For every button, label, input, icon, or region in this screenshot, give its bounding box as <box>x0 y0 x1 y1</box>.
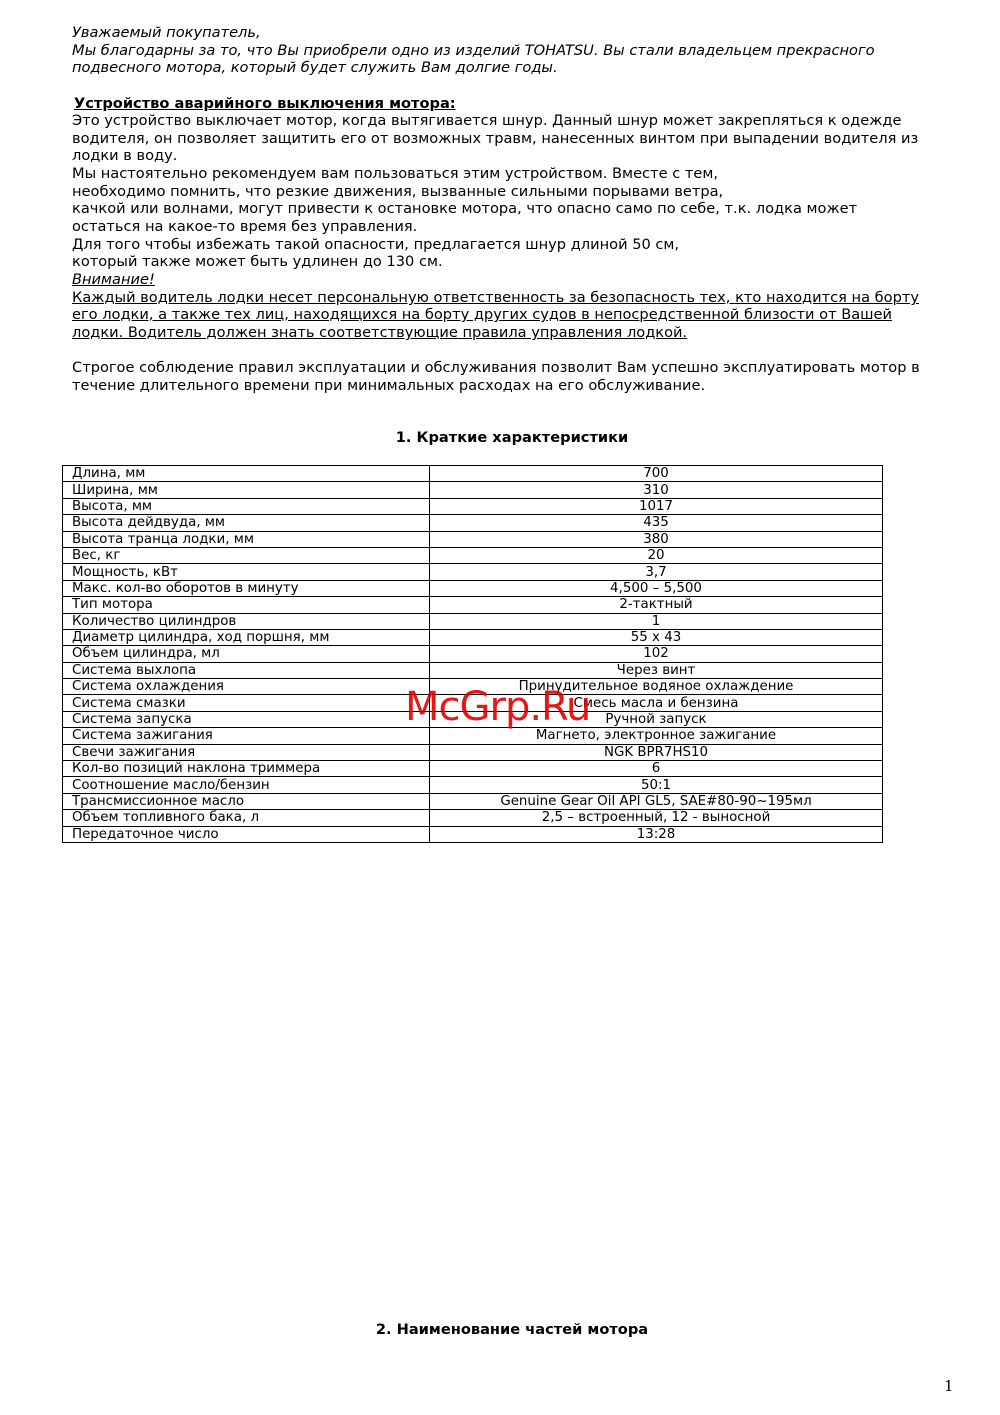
spec-value: 4,500 – 5,500 <box>430 580 883 596</box>
spec-value: 2-тактный <box>430 597 883 613</box>
specs-table <box>62 465 883 843</box>
spec-value: 380 <box>430 531 883 547</box>
spec-name: Передаточное число <box>63 826 430 842</box>
safety-line: Для того чтобы избежать такой опасности, предлагается шнур длиной 50 см, <box>72 236 680 253</box>
spec-value: 1 <box>430 613 883 629</box>
spec-value: 1017 <box>430 498 883 514</box>
spec-value: NGK BPR7HS10 <box>430 744 883 760</box>
table-row <box>63 547 883 563</box>
spec-value: 50:1 <box>430 777 883 793</box>
spec-name: Ширина, мм <box>63 482 430 498</box>
spec-name: Система запуска <box>63 711 430 727</box>
table-row <box>63 629 883 645</box>
spec-value: Через винт <box>430 662 883 678</box>
attention-label: Внимание! <box>72 271 155 288</box>
spec-value: 2,5 – встроенный, 12 - выносной <box>430 810 883 826</box>
safety-line: необходимо помнить, что резкие движения, вызванные сильными порывами ветра, <box>72 183 724 200</box>
safety-line: остаться на какое-то время без управления. <box>72 218 418 235</box>
safety-line: качкой или волнами, могут привести к остановке мотора, что опасно само по себе, т.к. лодка может <box>72 200 858 217</box>
table-row <box>63 826 883 842</box>
spec-name: Высота, мм <box>63 498 430 514</box>
spec-name: Система охлаждения <box>63 679 430 695</box>
spec-name: Тип мотора <box>63 597 430 613</box>
watermark: McGrp.Ru <box>405 684 591 730</box>
intro-line: подвесного мотора, который будет служить Вам долгие годы. <box>72 59 558 76</box>
spec-name: Длина, мм <box>63 466 430 482</box>
spec-name: Макс. кол-во оборотов в минуту <box>63 580 430 596</box>
table-row <box>63 728 883 744</box>
table-row <box>63 744 883 760</box>
spec-value: 310 <box>430 482 883 498</box>
spec-name: Количество цилиндров <box>63 613 430 629</box>
spec-value: 20 <box>430 547 883 563</box>
table-row <box>63 466 883 482</box>
spec-name: Объем цилиндра, мл <box>63 646 430 662</box>
table-row <box>63 597 883 613</box>
spec-value: Genuine Gear Oil API GL5, SAE#80-90~195мл <box>430 793 883 809</box>
table-row <box>63 810 883 826</box>
table-row <box>63 793 883 809</box>
table-row <box>63 564 883 580</box>
page-number: 1 <box>944 1377 954 1395</box>
section-1-title: 1. Краткие характеристики <box>395 429 629 446</box>
table-row <box>63 646 883 662</box>
spec-value: Смесь масла и бензина <box>430 695 883 711</box>
spec-value: 13:28 <box>430 826 883 842</box>
spec-value: 700 <box>430 466 883 482</box>
section-2-title: 2. Наименование частей мотора <box>375 1321 649 1338</box>
table-row <box>63 515 883 531</box>
spec-value: 102 <box>430 646 883 662</box>
spec-value: Принудительное водяное охлаждение <box>430 679 883 695</box>
table-row <box>63 482 883 498</box>
spec-name: Высота транца лодки, мм <box>63 531 430 547</box>
table-row <box>63 662 883 678</box>
safety-heading: Устройство аварийного выключения мотора: <box>74 95 456 112</box>
spec-value: 6 <box>430 761 883 777</box>
closing-line: Строгое соблюдение правил эксплуатации и обслуживания позволит Вам успешно эксплуатировать мотор в <box>72 359 920 376</box>
spec-name: Объем топливного бака, л <box>63 810 430 826</box>
greeting: Уважаемый покупатель, <box>72 24 261 41</box>
table-row <box>63 613 883 629</box>
spec-name: Диаметр цилиндра, ход поршня, мм <box>63 629 430 645</box>
table-row <box>63 580 883 596</box>
warning-line: лодки. Водитель должен знать соответствующие правила управления лодкой. <box>72 324 688 341</box>
safety-line: лодки в воду. <box>72 147 178 164</box>
spec-value: 3,7 <box>430 564 883 580</box>
spec-value: Магнето, электронное зажигание <box>430 728 883 744</box>
closing-line: течение длительного времени при минимальных расходах на его обслуживание. <box>72 377 706 394</box>
table-row <box>63 498 883 514</box>
spec-name: Соотношение масло/бензин <box>63 777 430 793</box>
spec-name: Трансмиссионное масло <box>63 793 430 809</box>
spec-name: Мощность, кВт <box>63 564 430 580</box>
spec-name: Система смазки <box>63 695 430 711</box>
table-row <box>63 761 883 777</box>
spec-value: 55 x 43 <box>430 629 883 645</box>
safety-line: водителя, он позволяет защитить его от возможных травм, нанесенных винтом при выпадении водителя из <box>72 130 919 147</box>
spec-name: Свечи зажигания <box>63 744 430 760</box>
intro-line: Мы благодарны за то, что Вы приобрели одно из изделий TOHATSU. Вы стали владельцем прекрасного <box>72 42 875 59</box>
table-row <box>63 777 883 793</box>
spec-name: Высота дейдвуда, мм <box>63 515 430 531</box>
spec-value: Ручной запуск <box>430 711 883 727</box>
spec-name: Система зажигания <box>63 728 430 744</box>
warning-line: Каждый водитель лодки несет персональную ответственность за безопасность тех, кто находится на борту <box>72 289 919 306</box>
safety-line: который также может быть удлинен до 130 см. <box>72 253 443 270</box>
spec-value: 435 <box>430 515 883 531</box>
safety-line: Мы настоятельно рекомендуем вам пользоваться этим устройством. Вместе с тем, <box>72 165 718 182</box>
safety-line: Это устройство выключает мотор, когда вытягивается шнур. Данный шнур может закрепляться к одежде <box>72 112 902 129</box>
warning-line: его лодки, а также тех лиц, находящихся на борту других судов в непосредственной близости от Вашей <box>72 306 892 323</box>
spec-name: Кол-во позиций наклона триммера <box>63 761 430 777</box>
table-row <box>63 531 883 547</box>
spec-name: Система выхлопа <box>63 662 430 678</box>
spec-name: Вес, кг <box>63 547 430 563</box>
